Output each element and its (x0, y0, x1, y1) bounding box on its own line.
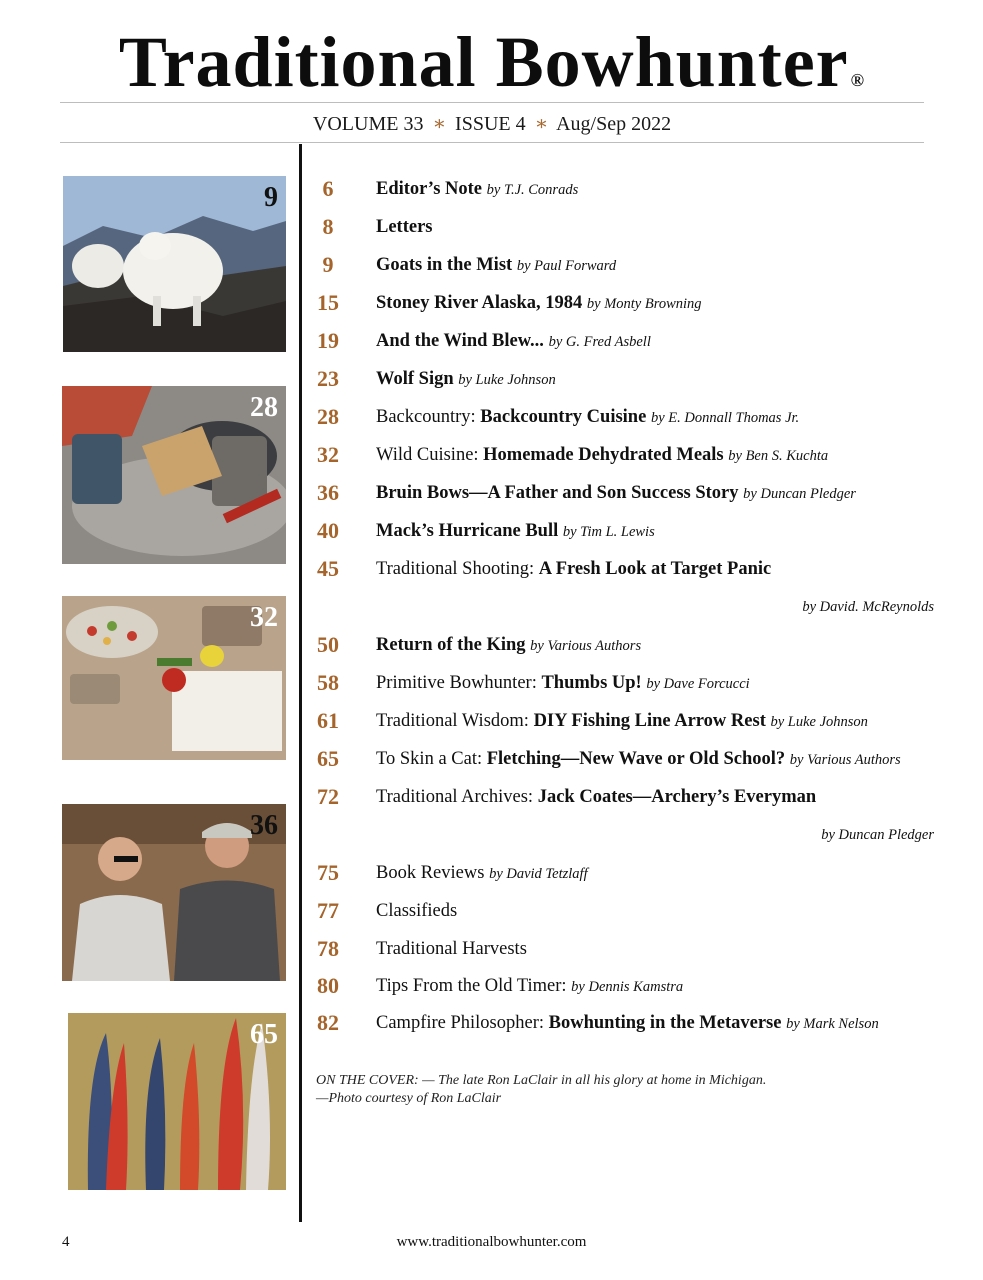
toc-byline: by David Tetzlaff (489, 866, 588, 882)
photo-page-number: 9 (264, 182, 278, 213)
toc-title: Stoney River Alaska, 1984 (376, 293, 583, 313)
toc-page-number: 65 (317, 746, 339, 771)
toc-page-number: 61 (317, 708, 339, 733)
photo-page-number: 36 (250, 810, 278, 841)
footer-url[interactable]: www.traditionalbowhunter.com (396, 1234, 587, 1250)
toc-row[interactable] (300, 854, 940, 892)
toc-entry (376, 626, 641, 665)
toc-row[interactable] (300, 474, 940, 512)
toc-row[interactable] (300, 778, 940, 816)
toc-entry (376, 246, 616, 285)
toc-row[interactable] (300, 436, 940, 474)
toc-department: Backcountry: (376, 407, 476, 427)
toc-page-number: 82 (317, 1010, 339, 1035)
cover-note (316, 1072, 916, 1108)
toc-row[interactable] (300, 664, 940, 702)
separator-star-icon: ∗ (534, 113, 549, 135)
toc-page-number: 40 (317, 518, 339, 543)
toc-byline: by G. Fred Asbell (548, 334, 651, 350)
toc-page-number: 45 (317, 556, 339, 581)
toc-page-number: 8 (322, 214, 334, 239)
toc-page-number: 80 (317, 973, 339, 998)
toc-department: Traditional Archives: (376, 787, 534, 807)
toc-row[interactable] (300, 170, 940, 208)
toc-byline: by E. Donnall Thomas Jr. (650, 410, 800, 426)
photo-mountain-goats[interactable] (63, 176, 286, 352)
footer-page-number: 4 (62, 1234, 70, 1250)
toc-title: DIY Fishing Line Arrow Rest (533, 711, 766, 731)
toc-department: Campfire Philosopher: (376, 1013, 545, 1033)
toc-department: Book Reviews (376, 863, 485, 883)
toc-byline: by Luke Johnson (770, 714, 868, 730)
toc-byline: by Luke Johnson (458, 372, 556, 388)
toc-entry (376, 930, 527, 968)
cover-note-credit: —Photo courtesy of Ron LaClair (316, 1091, 502, 1106)
photo-father-and-son[interactable] (62, 804, 286, 981)
toc-title: Bruin Bows—A Father and Son Success Story (376, 483, 739, 503)
toc-department: Traditional Wisdom: (376, 711, 529, 731)
toc-byline: by T.J. Conrads (486, 182, 579, 198)
toc-entry (376, 208, 433, 246)
toc-row[interactable] (300, 967, 940, 1005)
toc-byline: by Duncan Pledger (743, 486, 856, 502)
toc-page-number: 9 (322, 252, 334, 277)
toc-entry (376, 664, 750, 703)
issue-label: ISSUE 4 (455, 113, 526, 135)
toc-entry (376, 550, 771, 588)
toc-title: Letters (376, 217, 433, 237)
cover-note-caption: ON THE COVER: — The late Ron LaClair in all his glory at home in Michigan. (316, 1073, 767, 1088)
toc-page-number: 15 (317, 290, 339, 315)
photo-backcountry-meal[interactable] (62, 386, 286, 564)
toc-entry (376, 322, 651, 361)
toc-row-byline (300, 588, 940, 626)
toc-title: Thumbs Up! (541, 673, 642, 693)
toc-title: Goats in the Mist (376, 255, 513, 275)
masthead-title (60, 22, 924, 102)
toc-page-number: 32 (317, 442, 339, 467)
toc-title: Backcountry Cuisine (480, 407, 647, 427)
toc-department: Primitive Bowhunter: (376, 673, 537, 693)
toc-row[interactable] (300, 1004, 940, 1042)
toc-row[interactable] (300, 892, 940, 930)
toc-title: A Fresh Look at Target Panic (538, 559, 772, 579)
toc-department: Wild Cuisine: (376, 445, 479, 465)
toc-entry (376, 284, 702, 323)
toc-row[interactable] (300, 626, 940, 664)
toc-entry (376, 398, 799, 437)
toc-row[interactable] (300, 360, 940, 398)
toc-row[interactable] (300, 398, 940, 436)
toc-page-number: 72 (317, 784, 339, 809)
toc-byline: by Duncan Pledger (821, 827, 934, 843)
toc-entry (376, 360, 556, 399)
toc-title: And the Wind Blew... (376, 331, 544, 351)
toc-row[interactable] (300, 702, 940, 740)
toc-entry (376, 702, 868, 741)
toc-department: Traditional Harvests (376, 939, 527, 959)
toc-department: Tips From the Old Timer: (376, 976, 567, 996)
toc-row[interactable] (300, 284, 940, 322)
photo-page-number: 65 (250, 1019, 278, 1050)
toc-byline: by Tim L. Lewis (562, 524, 655, 540)
photo-dehydrated-meals[interactable] (62, 596, 286, 760)
toc-row[interactable] (300, 930, 940, 968)
toc-title: Return of the King (376, 635, 526, 655)
toc-title: Wolf Sign (376, 369, 454, 389)
toc-entry (376, 1004, 879, 1043)
toc-byline: by Mark Nelson (786, 1016, 879, 1032)
toc-page-number: 28 (317, 404, 339, 429)
toc-page-number: 77 (317, 898, 339, 923)
header-rule-bottom (60, 142, 924, 143)
toc-entry (376, 170, 578, 209)
toc-department: To Skin a Cat: (376, 749, 483, 769)
toc-byline: by David. McReynolds (802, 599, 934, 615)
toc-entry (376, 967, 683, 1006)
toc-title: Editor’s Note (376, 179, 483, 199)
toc-byline: by Various Authors (789, 752, 901, 768)
issue-date: Aug/Sep 2022 (556, 113, 672, 135)
photo-page-number: 32 (250, 602, 278, 633)
toc-row[interactable] (300, 322, 940, 360)
toc-page-number: 50 (317, 632, 339, 657)
magazine-name: Traditional Bowhunter (118, 22, 849, 102)
toc-entry (376, 778, 816, 816)
toc-title: Homemade Dehydrated Meals (483, 445, 724, 465)
toc-entry (376, 740, 901, 779)
separator-star-icon: ∗ (432, 113, 447, 135)
toc-title: Fletching—New Wave or Old School? (486, 749, 786, 769)
toc-page-number: 36 (317, 480, 339, 505)
toc-byline: by Dave Forcucci (646, 676, 750, 692)
toc-title: Mack’s Hurricane Bull (376, 521, 559, 541)
photo-fletching[interactable] (68, 1013, 286, 1190)
header-rule-top (60, 102, 924, 103)
toc-page-number: 19 (317, 328, 339, 353)
toc-row-byline (300, 816, 940, 854)
toc-entry (376, 436, 828, 475)
toc-title: Jack Coates—Archery’s Everyman (537, 787, 817, 807)
toc-entry (376, 892, 457, 930)
photo-page-number: 28 (250, 392, 278, 423)
toc-byline: by Monty Browning (586, 296, 702, 312)
toc-page-number: 78 (317, 936, 339, 961)
toc-byline: by Ben S. Kuchta (728, 448, 829, 464)
toc-title: Bowhunting in the Metaverse (548, 1013, 782, 1033)
toc-entry (376, 854, 588, 893)
toc-entry (376, 474, 856, 513)
toc-entry (376, 512, 655, 551)
registered-mark: ® (850, 70, 866, 90)
toc-row[interactable] (300, 208, 940, 246)
toc-page-number: 75 (317, 860, 339, 885)
toc-page-number: 23 (317, 366, 339, 391)
toc-department: Classifieds (376, 901, 458, 921)
toc-row[interactable] (300, 740, 940, 778)
toc-byline: by Dennis Kamstra (571, 979, 684, 995)
toc-row[interactable] (300, 512, 940, 550)
toc-department: Traditional Shooting: (376, 559, 535, 579)
issue-line (60, 110, 924, 138)
volume-label: VOLUME 33 (312, 113, 424, 135)
toc-row[interactable] (300, 550, 940, 588)
toc-page-number: 6 (322, 176, 334, 201)
toc-row[interactable] (300, 246, 940, 284)
toc-byline: by Paul Forward (516, 258, 617, 274)
toc-page-number: 58 (317, 670, 339, 695)
toc-byline: by Various Authors (530, 638, 642, 654)
